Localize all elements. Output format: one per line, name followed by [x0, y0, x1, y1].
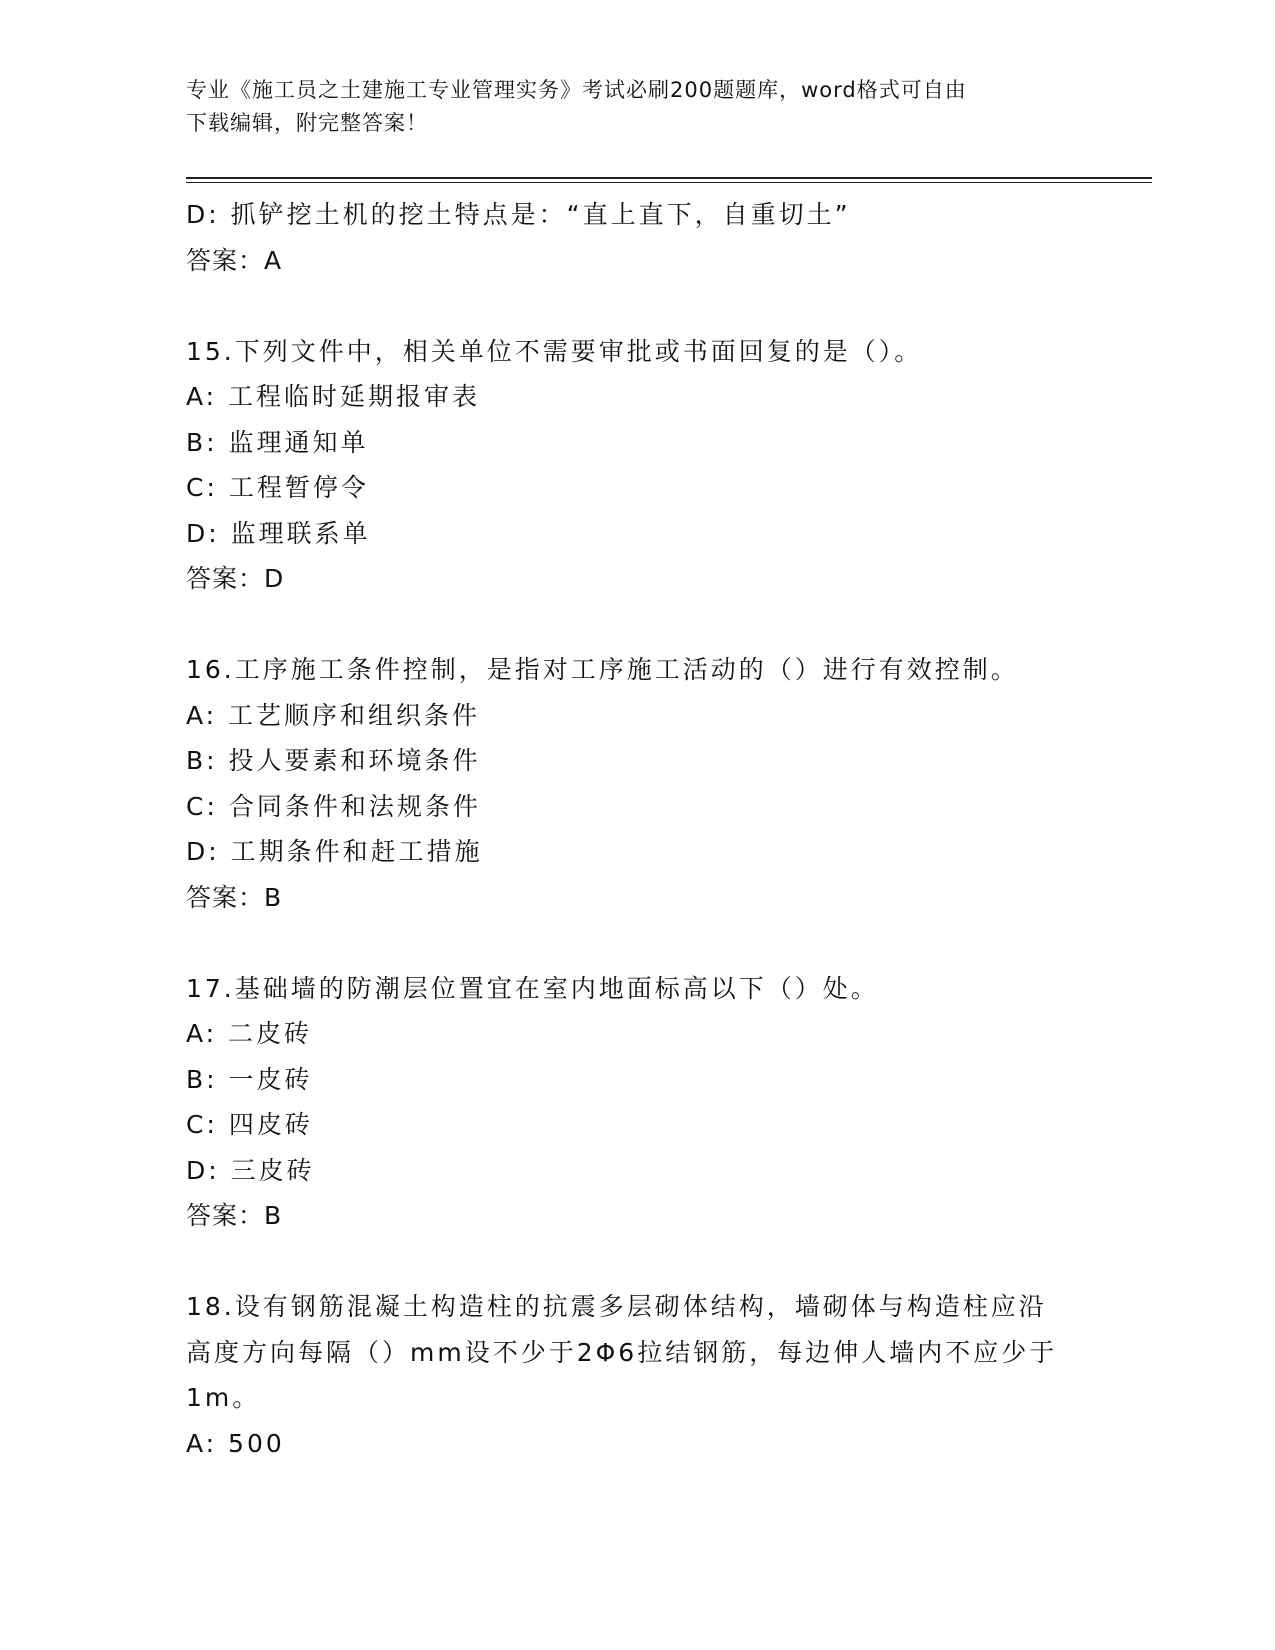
option-c: C: 四皮砖 — [186, 1110, 313, 1139]
option-c: C: 工程暂停令 — [186, 473, 369, 502]
option-b: B: 监理通知单 — [186, 427, 369, 457]
question-15 — [186, 329, 1086, 602]
question-18 — [186, 1284, 1086, 1466]
option-d: D: 工期条件和赶工措施 — [186, 837, 483, 866]
option-d: D: 三皮砖 — [186, 1155, 315, 1185]
question-stem-line-2: 高度方向每隔（）mm设不少于2Φ6拉结钢筋，每边伸人墙内不应少于 — [186, 1337, 1058, 1367]
header-line-2: 下载编辑，附完整答案！ — [186, 111, 428, 135]
spacer — [186, 602, 1086, 648]
header-divider-thin — [186, 182, 1152, 183]
question-stem-line-3: 1m。 — [186, 1383, 261, 1412]
option-b: B: 投人要素和环境条件 — [186, 746, 481, 775]
question-16 — [186, 647, 1086, 920]
option-a: A: 工艺顺序和组织条件 — [186, 700, 481, 730]
spacer — [186, 1239, 1086, 1285]
answer: 答案：A — [186, 245, 283, 275]
question-fragment-top — [186, 192, 1086, 283]
option-a: A: 工程临时延期报审表 — [186, 382, 481, 411]
answer: 答案：B — [186, 1201, 283, 1230]
header-divider-thick — [186, 177, 1152, 179]
question-stem: 16.工序施工条件控制，是指对工序施工活动的（）进行有效控制。 — [186, 655, 1019, 684]
answer: 答案：B — [186, 882, 283, 912]
question-stem: 15.下列文件中，相关单位不需要审批或书面回复的是（）。 — [186, 336, 923, 366]
spacer — [186, 920, 1086, 966]
question-stem-line-1: 18.设有钢筋混凝土构造柱的抗震多层砌体结构，墙砌体与构造柱应沿 — [186, 1292, 1047, 1321]
question-stem: 17.基础墙的防潮层位置宜在室内地面标高以下（）处。 — [186, 973, 879, 1003]
option-a: A: 500 — [186, 1428, 285, 1458]
option-b: B: 一皮砖 — [186, 1064, 313, 1094]
option-c: C: 合同条件和法规条件 — [186, 791, 481, 821]
header-line-1: 专业《施工员之土建施工专业管理实务》考试必刷200题题库，word格式可自由 — [186, 78, 967, 102]
option-d: D: 抓铲挖土机的挖土特点是：“直上直下，自重切土” — [186, 200, 851, 229]
question-17 — [186, 966, 1086, 1239]
document-header — [186, 74, 1066, 140]
answer: 答案：D — [186, 564, 285, 593]
option-d: D: 监理联系单 — [186, 518, 371, 548]
spacer — [186, 283, 1086, 329]
question-list — [186, 192, 1086, 1466]
option-a: A: 二皮砖 — [186, 1019, 313, 1048]
